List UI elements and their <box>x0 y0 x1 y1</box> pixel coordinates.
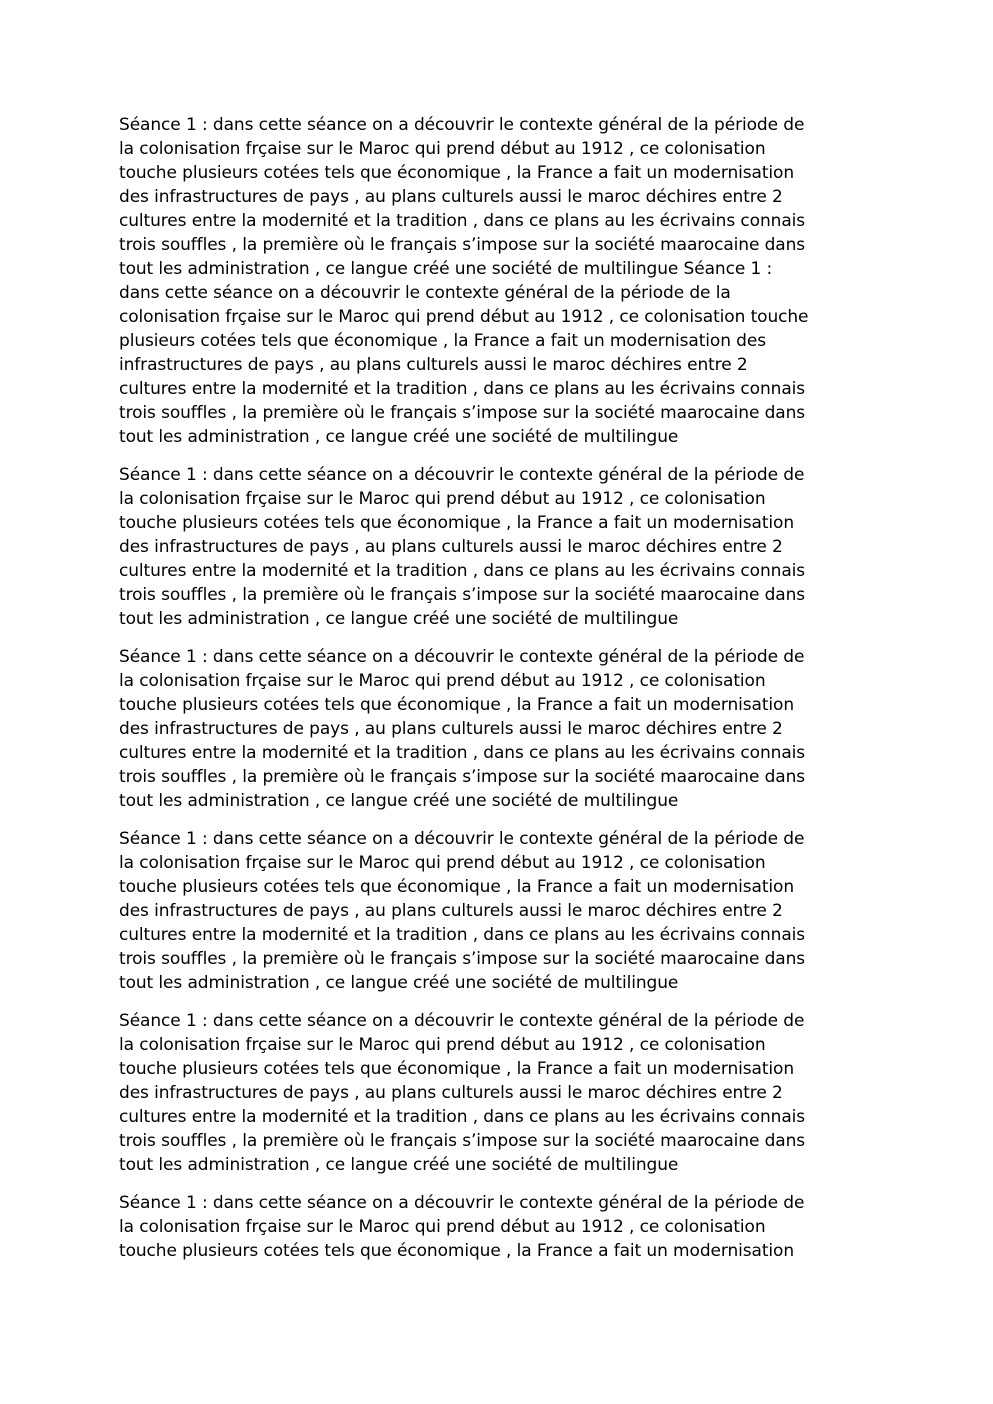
paragraph <box>119 1009 929 1177</box>
text-line: touche plusieurs cotées tels que économique , la France a fait un modernisation <box>119 513 794 533</box>
text-line: Séance 1 : dans cette séance on a découvrir le contexte général de la période de <box>119 115 805 135</box>
text-line: cultures entre la modernité et la tradition , dans ce plans au les écrivains connais <box>119 211 806 231</box>
text-line: la colonisation frçaise sur le Maroc qui prend début au 1912 , ce colonisation <box>119 139 766 159</box>
paragraph <box>119 463 929 631</box>
text-line: colonisation frçaise sur le Maroc qui prend début au 1912 , ce colonisation touche <box>119 307 809 327</box>
text-line: dans cette séance on a découvrir le contexte général de la période de la <box>119 283 731 303</box>
text-line: des infrastructures de pays , au plans culturels aussi le maroc déchires entre 2 <box>119 1083 783 1103</box>
text-line: la colonisation frçaise sur le Maroc qui prend début au 1912 , ce colonisation <box>119 671 766 691</box>
text-line: tout les administration , ce langue créé une société de multilingue Séance 1 : <box>119 259 773 279</box>
text-line: trois souffles , la première où le français s’impose sur la société maarocaine dans <box>119 403 806 423</box>
text-line: des infrastructures de pays , au plans culturels aussi le maroc déchires entre 2 <box>119 901 783 921</box>
text-line: Séance 1 : dans cette séance on a découvrir le contexte général de la période de <box>119 1011 805 1031</box>
text-line: tout les administration , ce langue créé une société de multilingue <box>119 973 679 993</box>
text-line: trois souffles , la première où le français s’impose sur la société maarocaine dans <box>119 585 806 605</box>
paragraph <box>119 827 929 995</box>
text-line: Séance 1 : dans cette séance on a découvrir le contexte général de la période de <box>119 829 805 849</box>
text-line: cultures entre la modernité et la tradition , dans ce plans au les écrivains connais <box>119 1107 806 1127</box>
text-line: touche plusieurs cotées tels que économique , la France a fait un modernisation <box>119 1241 794 1261</box>
text-line: des infrastructures de pays , au plans culturels aussi le maroc déchires entre 2 <box>119 187 783 207</box>
text-line: trois souffles , la première où le français s’impose sur la société maarocaine dans <box>119 949 806 969</box>
text-line: des infrastructures de pays , au plans culturels aussi le maroc déchires entre 2 <box>119 719 783 739</box>
text-line: des infrastructures de pays , au plans culturels aussi le maroc déchires entre 2 <box>119 537 783 557</box>
document-text <box>119 113 929 1277</box>
text-line: trois souffles , la première où le français s’impose sur la société maarocaine dans <box>119 235 806 255</box>
text-line: Séance 1 : dans cette séance on a découvrir le contexte général de la période de <box>119 465 805 485</box>
text-line: infrastructures de pays , au plans culturels aussi le maroc déchires entre 2 <box>119 355 748 375</box>
text-line: cultures entre la modernité et la tradition , dans ce plans au les écrivains connais <box>119 561 806 581</box>
text-line: trois souffles , la première où le français s’impose sur la société maarocaine dans <box>119 767 806 787</box>
text-line: la colonisation frçaise sur le Maroc qui prend début au 1912 , ce colonisation <box>119 853 766 873</box>
text-line: tout les administration , ce langue créé une société de multilingue <box>119 609 679 629</box>
text-line: touche plusieurs cotées tels que économique , la France a fait un modernisation <box>119 695 794 715</box>
text-line: Séance 1 : dans cette séance on a découvrir le contexte général de la période de <box>119 647 805 667</box>
text-line: tout les administration , ce langue créé une société de multilingue <box>119 791 679 811</box>
text-line: cultures entre la modernité et la tradition , dans ce plans au les écrivains connais <box>119 379 806 399</box>
text-line: la colonisation frçaise sur le Maroc qui prend début au 1912 , ce colonisation <box>119 1217 766 1237</box>
paragraph <box>119 645 929 813</box>
text-line: Séance 1 : dans cette séance on a découvrir le contexte général de la période de <box>119 1193 805 1213</box>
text-line: plusieurs cotées tels que économique , la France a fait un modernisation des <box>119 331 766 351</box>
text-line: la colonisation frçaise sur le Maroc qui prend début au 1912 , ce colonisation <box>119 489 766 509</box>
text-line: tout les administration , ce langue créé une société de multilingue <box>119 427 679 447</box>
text-line: touche plusieurs cotées tels que économique , la France a fait un modernisation <box>119 1059 794 1079</box>
text-line: tout les administration , ce langue créé une société de multilingue <box>119 1155 679 1175</box>
paragraph <box>119 1191 929 1263</box>
text-line: touche plusieurs cotées tels que économique , la France a fait un modernisation <box>119 877 794 897</box>
paragraph <box>119 113 929 449</box>
text-line: trois souffles , la première où le français s’impose sur la société maarocaine dans <box>119 1131 806 1151</box>
text-line: touche plusieurs cotées tels que économique , la France a fait un modernisation <box>119 163 794 183</box>
text-line: la colonisation frçaise sur le Maroc qui prend début au 1912 , ce colonisation <box>119 1035 766 1055</box>
text-line: cultures entre la modernité et la tradition , dans ce plans au les écrivains connais <box>119 743 806 763</box>
text-line: cultures entre la modernité et la tradition , dans ce plans au les écrivains connais <box>119 925 806 945</box>
